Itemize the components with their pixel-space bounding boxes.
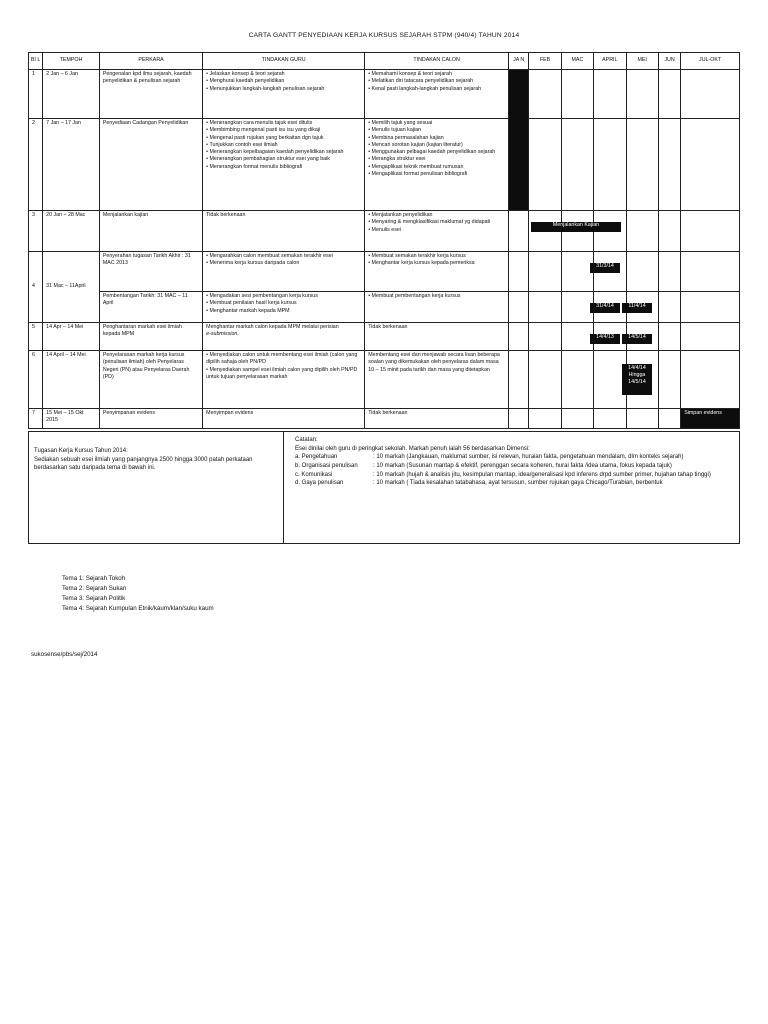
row-tindakan-calon	[365, 70, 509, 119]
list-item: • Tunjukkan contoh esei ilmiah	[206, 142, 361, 149]
notes-intro: Esei dinilai oleh guru di peringkat sekolah. Markah penuh ialah 56 berdasarkan Dimensi:	[295, 445, 530, 452]
row-bil: 5	[29, 323, 43, 351]
table-row	[29, 252, 740, 292]
row-tindakan-calon	[365, 292, 509, 323]
list-item: • Menyediakan calon untuk membentang esei ilmiah (calon yang dipilih sahaja oleh PN/PD	[206, 352, 361, 367]
gantt-cell	[681, 252, 740, 292]
gantt-bar-penyelarasan: 14/4/14 Hingga 14/5/14	[622, 364, 652, 395]
gantt-cell	[681, 70, 740, 119]
gantt-cell	[658, 70, 680, 119]
list-item: • Mencari sorotan kajian (kajian literatur)	[368, 142, 505, 149]
list-item: • Menghantar markah kepada MPM	[206, 308, 361, 315]
header-month-jul-okt: JUL-OKT	[681, 53, 740, 70]
header-month-mei: MEI	[626, 53, 658, 70]
gantt-cell	[658, 323, 680, 351]
list-item: • Menerima kerja kursus daripada calon	[206, 260, 361, 267]
table-row	[29, 409, 740, 429]
gantt-cell	[509, 211, 529, 252]
assignment-body: Sediakan sebuah esei ilmiah yang panjangnya 2500 hingga 3000 patah perkataan berdasarkan satu daripada tema di bawah ini.	[34, 456, 253, 472]
gantt-bar-pembentangan-start: 31/4/14	[590, 303, 620, 313]
gantt-cell	[681, 351, 740, 409]
row-tempoh: 20 Jan – 28 Mac	[43, 211, 100, 252]
list-item: • Menerangkan cara menulis tajuk esei ditulis	[206, 120, 361, 127]
gantt-cell	[561, 409, 593, 429]
row-perkara: Menjalankan kajian	[99, 211, 202, 252]
list-item: • Menghantar kerja kursus kepada pemeriksa	[368, 260, 505, 267]
gantt-bar-simpan-evidens: Simpan evidens	[681, 409, 740, 429]
list-item: • Melatikan diri tatacara penyelidikan sejarah	[368, 78, 505, 85]
header-month-jan: JA N	[509, 53, 529, 70]
dimension-label: d. Gaya penulisan	[295, 480, 344, 487]
list-item: • Menunjukkan langkah-langkah penulisan sejarah	[206, 86, 361, 93]
dimension-label: b. Organisasi penulisan	[295, 463, 358, 470]
gantt-bar-penyerahan: 31/3/14	[590, 263, 620, 273]
list-item: • Menyaring & mengklasifikasi maklumat yg didapati	[368, 219, 505, 226]
header-month-feb: FEB	[529, 53, 561, 70]
gantt-cell	[509, 292, 529, 323]
row-tindakan-calon	[365, 119, 509, 211]
gantt-cell	[561, 70, 593, 119]
gantt-cell	[658, 292, 680, 323]
row-tindakan-guru	[203, 323, 365, 351]
gantt-cell	[658, 119, 680, 211]
list-item: • Menerangkan kepelbagaian kaedah penyelidikan sejarah	[206, 149, 361, 156]
row-tempoh: 15 Mei – 15 Okt 2015	[43, 409, 100, 429]
row-bil: 6	[29, 351, 43, 409]
dimension-desc: : 10 markah (Jangkauan, maklumat sumber, isi relevan, huraian fakta, pengetahuan mendalam, dlm konteks sejarah)	[373, 454, 684, 461]
theme-item: Tema 2: Sejarah Sukan	[62, 585, 127, 593]
list-item: • Membuat penilaian hasil kerja kursus	[206, 300, 361, 307]
row-tempoh: 14 April – 14 Mei	[43, 351, 100, 409]
row-perkara: Pembentangan Tarikh: 31 MAC – 11 April	[99, 292, 202, 323]
theme-list	[62, 574, 214, 614]
gantt-cell	[529, 119, 561, 211]
gantt-cell	[658, 351, 680, 409]
gantt-cell	[594, 409, 626, 429]
header-bil: BI L	[29, 53, 43, 70]
theme-item: Tema 3: Sejarah Politik	[62, 595, 126, 603]
gantt-cell	[681, 211, 740, 252]
row-bil: 3	[29, 211, 43, 252]
list-item: • Mengadakan sesi pembentangan kerja kursus	[206, 293, 361, 300]
list-item: • Kenal pasti langkah-langkah penulisan sejarah	[368, 86, 505, 93]
list-item: • Membuat semakan terakhir kerja kursus	[368, 253, 505, 260]
gantt-cell	[658, 252, 680, 292]
gantt-cell	[658, 211, 680, 252]
row-tindakan-calon	[365, 252, 509, 292]
gantt-cell	[681, 323, 740, 351]
table-row	[29, 211, 740, 252]
theme-item: Tema 1: Sejarah Tokoh	[62, 575, 126, 582]
gantt-cell	[681, 292, 740, 323]
gantt-cell	[561, 351, 593, 409]
gantt-cell	[561, 119, 593, 211]
footer-text: sukosense/pbs/sej/2014	[31, 651, 98, 658]
gantt-cell	[594, 70, 626, 119]
list-item: • Membina permasalahan kajian	[368, 135, 505, 142]
dimension-item	[295, 479, 731, 488]
dimension-item	[295, 453, 731, 462]
list-item: • Mengarahkan calon membuat semakan terakhir esei	[206, 253, 361, 260]
table-row	[29, 70, 740, 119]
header-month-mac: MAC	[561, 53, 593, 70]
gantt-bar-markah-start: 14/4/13	[590, 334, 620, 344]
gantt-cell	[626, 70, 658, 119]
gantt-cell	[626, 119, 658, 211]
header-perkara: PERKARA	[99, 53, 202, 70]
gantt-bar-markah-end: 14/5/14	[622, 334, 652, 344]
guru-text-italic: e-submission.	[206, 331, 239, 338]
header-tempoh: TEMPOH	[43, 53, 100, 70]
gantt-cell	[561, 252, 593, 292]
list-item: • Mengenal pasti rujukan yang berkaitan dgn tajuk	[206, 135, 361, 142]
assignment-box	[28, 431, 283, 544]
gantt-cell	[509, 252, 529, 292]
gantt-cell	[658, 409, 680, 429]
row-tindakan-guru	[203, 70, 365, 119]
gantt-cell	[529, 70, 561, 119]
guru-text: Menghantar markah calon kepada MPM melalui perisian	[206, 324, 339, 330]
gantt-cell	[561, 323, 593, 351]
dimension-desc: : 10 markah (hujah & analisis jitu, kesimpulan mantap, idea/generalisasi kpd inferens drpd sumber primer, hujahan tahap tinggi)	[373, 471, 711, 478]
gantt-cell	[509, 351, 529, 409]
row-tindakan-calon	[365, 211, 509, 252]
gantt-cell	[529, 409, 561, 429]
list-item: • Mengaplikasi format penulisan bibliografi	[368, 171, 505, 178]
gantt-cell	[529, 292, 561, 323]
gantt-bar-jan	[509, 70, 529, 211]
row-tindakan-guru	[203, 351, 365, 409]
dimension-desc: : 10 markah ( Tiada kesalahan tatabahasa, ayat tersusun, sumber rujukan gaya Chicago/Turabian, berbentuk	[373, 480, 663, 487]
theme-item: Tema 4: Sejarah Kumpulan Etnik/kaum/klan/suku kaum	[62, 605, 214, 613]
gantt-cell	[529, 351, 561, 409]
list-item: • Membimbing mengenal pasti isu isu yang dikaji	[206, 127, 361, 134]
header-row	[29, 53, 740, 70]
dimension-item	[295, 462, 731, 471]
row-perkara: Penghantaran markah esei ilmiah kepada MPM	[99, 323, 202, 351]
row-tempoh: 7 Jan – 17 Jan	[43, 119, 100, 211]
row-tindakan-calon: Tidak berkenaan	[365, 323, 509, 351]
row-perkara: Penyerahan tugasan Tarikh Akhir : 31 MAC 2013	[99, 252, 202, 292]
list-item: • Jelaskan konsep & teori sejarah	[206, 71, 361, 78]
gantt-cell	[509, 409, 529, 429]
list-item: • Membuat pembentangan kerja kursus	[368, 293, 505, 300]
document-title: CARTA GANTT PENYEDIAAN KERJA KURSUS SEJARAH STPM (940/4) TAHUN 2014	[248, 32, 520, 39]
dimension-item	[295, 471, 731, 480]
assignment-heading: Tugasan Kerja Kursus Tahun 2014:	[34, 448, 128, 454]
list-item: • Menerangkan format menulis bibliografi	[206, 164, 361, 171]
list-item: • Menyediakan sampel esei ilmiah calon yang dipilih oleh PN/PD untuk tujuan penyelarasan markah	[206, 367, 361, 382]
row-tempoh: 2 Jan – 6 Jan	[43, 70, 100, 119]
dimension-desc: : 10 markah (Susunan mantap & efektif, perenggan secara koheren, hurai fakta /idea utama, fokus kepada tajuk)	[373, 463, 672, 470]
row-perkara: Penyimpanan evidens	[99, 409, 202, 429]
gantt-cell	[681, 119, 740, 211]
gantt-cell	[509, 323, 529, 351]
gantt-bar-menjalankan-kajian: Menjalankan Kajian	[531, 222, 621, 232]
gantt-cell	[626, 211, 658, 252]
notes-box	[283, 431, 740, 544]
row-tindakan-guru: Tidak berkenaan	[203, 211, 365, 252]
list-item: • Memahami konsep & teori sejarah	[368, 71, 505, 78]
row-bil: 1	[29, 70, 43, 119]
row-tindakan-calon: Membentang esei dan menjawab secara lisan beberapa soalan yang dikemukakan oleh penyelaras dalam masa 10 – 15 minit pada tarikh dan masa yang ditetapkan	[365, 351, 509, 409]
gantt-cell	[529, 323, 561, 351]
row-tindakan-guru	[203, 119, 365, 211]
header-tindakan-calon: TINDAKAN CALON	[365, 53, 509, 70]
row-perkara: Pengenalan kpd ilmu sejarah, kaedah penyelidikan & penulisan sejarah	[99, 70, 202, 119]
dimension-label: c. Komunikasi	[295, 471, 333, 478]
row-tindakan-guru: Menyimpan evidens	[203, 409, 365, 429]
row-tindakan-guru	[203, 252, 365, 292]
list-item: • Menulis esei	[368, 227, 505, 234]
list-item: • Menjalankan penyelidikan	[368, 212, 505, 219]
header-month-april: APRIL	[594, 53, 626, 70]
list-item: • Menggunakan pelbagai kaedah penyelidikan sejarah	[368, 149, 505, 156]
header-tindakan-guru: TINDAKAN GURU	[203, 53, 365, 70]
list-item: • Merangka struktur esei	[368, 156, 505, 163]
row-tempoh: 14 Apr – 14 Mei	[43, 323, 100, 351]
table-row	[29, 119, 740, 211]
row-perkara: Penyelarasan markah kerja kursus (penulisan ilmiah) oleh Penyelaras Negeri (PN) atau Penyelaras Daerah (PD)	[99, 351, 202, 409]
row-bil: 7	[29, 409, 43, 429]
gantt-cell	[626, 409, 658, 429]
list-item: • Menerangkan pembahagian struktur esei yang baik	[206, 156, 361, 163]
gantt-bar-pembentangan-end: 11/4/14	[622, 303, 652, 313]
row-bil: 2	[29, 119, 43, 211]
row-bil: 4	[29, 252, 43, 323]
list-item: • Memilih tajuk yang sesuai	[368, 120, 505, 127]
gantt-cell	[529, 252, 561, 292]
row-tempoh: 31 Mac – 11April	[43, 252, 100, 323]
header-month-jun: JUN	[658, 53, 680, 70]
gantt-cell	[626, 252, 658, 292]
notes-heading: Catatan:	[295, 437, 318, 443]
row-perkara: Penyediaan Cadangan Penyelidikan	[99, 119, 202, 211]
row-tindakan-guru	[203, 292, 365, 323]
gantt-cell	[561, 292, 593, 323]
list-item: • Menulis tujuan kajian	[368, 127, 505, 134]
gantt-cell	[594, 119, 626, 211]
list-item: • Menghurai kaedah penyelidikan	[206, 78, 361, 85]
row-tindakan-calon: Tidak berkenaan	[365, 409, 509, 429]
list-item: • Mengaplikasi teknik membuat rumusan	[368, 164, 505, 171]
dimension-label: a. Pengetahuan	[295, 454, 338, 461]
